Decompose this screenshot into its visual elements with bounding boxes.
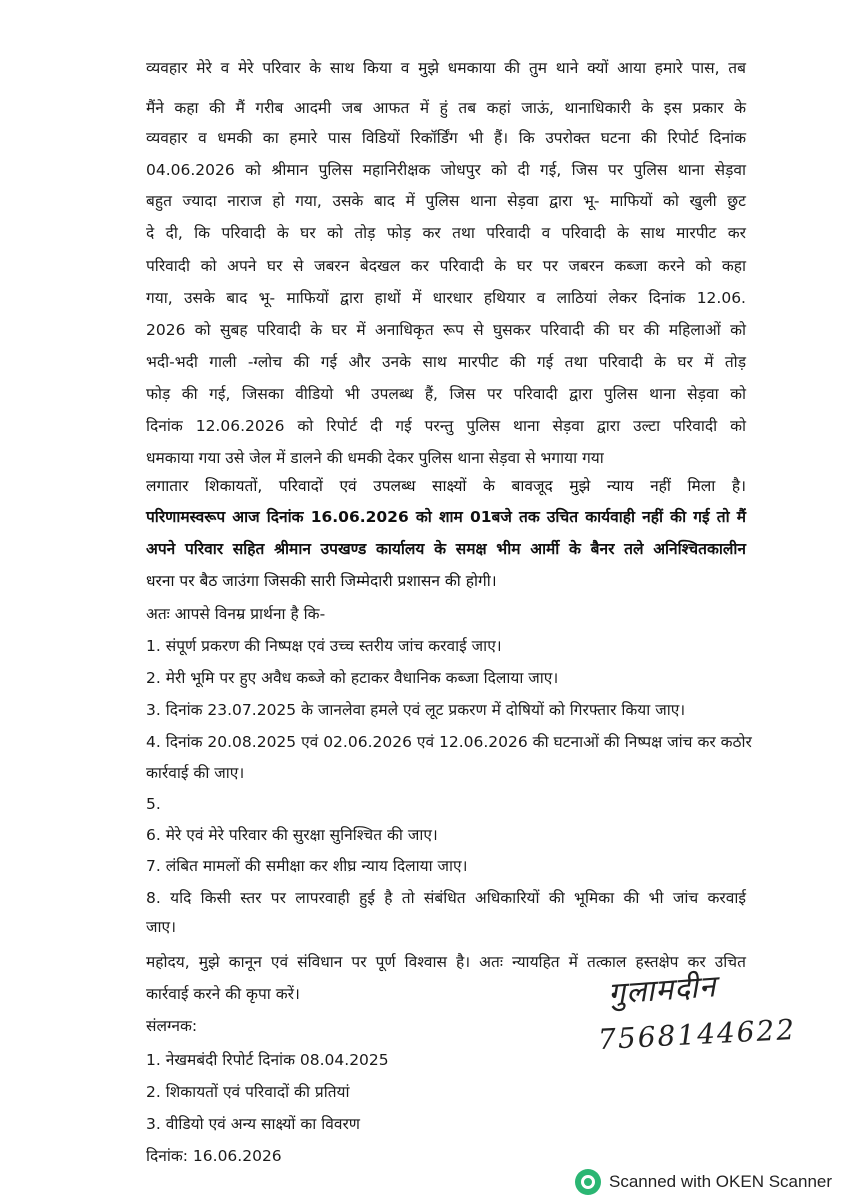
request-point: 4. दिनांक 20.08.2025 एवं 02.06.2026 एवं 12.06.2026 की घटनाओं की निष्पक्ष जांच कर कठोर <box>146 733 752 751</box>
request-point: 6. मेरे एवं मेरे परिवार की सुरक्षा सुनिश्चित की जाए। <box>146 826 438 844</box>
paragraph-line: भदी-भदी गाली -ग्लोच की गई और उनके साथ मारपीट की गई तथा परिवादी के घर में तोड़ <box>146 353 746 371</box>
attachment-item: 2. शिकायतों एवं परिवादों की प्रतियां <box>146 1083 350 1101</box>
request-point: 1. संपूर्ण प्रकरण की निष्पक्ष एवं उच्च स्तरीय जांच करवाई जाए। <box>146 637 502 655</box>
paragraph-line: दिनांक 12.06.2026 को रिपोर्ट दी गई परन्तु पुलिस थाना सेड़वा द्वारा उल्टा परिवादी को <box>146 417 746 435</box>
request-point: 5. <box>146 795 161 813</box>
request-point: 2. मेरी भूमि पर हुए अवैध कब्जे को हटाकर वैधानिक कब्जा दिलाया जाए। <box>146 669 559 687</box>
paragraph-line: 04.06.2026 को श्रीमान पुलिस महानिरीक्षक जोधपुर को दी गई, जिस पर पुलिस थाना सेड़वा <box>146 161 746 179</box>
request-point-continued: कार्रवाई की जाए। <box>146 764 245 782</box>
request-point-continued: जाए। <box>146 918 176 936</box>
closing-line: कार्रवाई करने की कृपा करें। <box>146 985 300 1003</box>
scanner-watermark <box>575 1168 832 1196</box>
paragraph-line: मैंने कहा की मैं गरीब आदमी जब आफत में हुं तब कहां जाऊं, थानाधिकारी के इस प्रकार के <box>146 99 746 117</box>
paragraph-line: बहुत ज्यादा नाराज हो गया, उसके बाद में पुलिस थाना सेड़वा द्वारा भू- माफियों को खुली छुट <box>146 192 746 210</box>
closing-line: महोदय, मुझे कानून एवं संविधान पर पूर्ण विश्वास है। अतः न्यायहित में तत्काल हस्तक्षेप कर उचित <box>146 953 746 971</box>
request-point: 8. यदि किसी स्तर पर लापरवाही हुई है तो संबंधित अधिकारियों की भूमिका की भी जांच करवाई <box>146 889 746 907</box>
warning-line-bold: परिणामस्वरूप आज दिनांक 16.06.2026 को शाम 01बजे तक उचित कार्यवाही नहीं की गई तो मैं <box>146 508 746 526</box>
paragraph-line: फोड़ की गई, जिसका वीडियो भी उपलब्ध हैं, जिस पर परिवादी द्वारा पुलिस थाना सेड़वा को <box>146 385 746 403</box>
paragraph-line: व्यवहार मेरे व मेरे परिवार के साथ किया व मुझे धमकाया की तुम थाने क्यों आया हमारे पास, तब <box>146 59 746 77</box>
handwritten-signature: गुलामदीन <box>607 969 718 1012</box>
attachments-heading: संलग्नक: <box>146 1017 198 1035</box>
handwritten-phone-number: 7568144622 <box>597 1012 797 1057</box>
complaint-statement: लगातार शिकायतों, परिवादों एवं उपलब्ध साक्ष्यों के बावजूद मुझे न्याय नहीं मिला है। <box>146 477 746 495</box>
request-intro: अतः आपसे विनम्र प्रार्थना है कि- <box>146 605 326 623</box>
dharna-line: धरना पर बैठ जाउंगा जिसकी सारी जिम्मेदारी प्रशासन की होगी। <box>146 572 497 590</box>
paragraph-line: गया, उसके बाद भू- माफियों द्वारा हाथों में धारधार हथियार व लाठियां लेकर दिनांक 12.06. <box>146 289 746 307</box>
paragraph-line: धमकाया गया उसे जेल में डालने की धमकी देकर पुलिस थाना सेड़वा से भगाया गया <box>146 449 604 467</box>
oken-scanner-logo-icon <box>575 1169 601 1195</box>
request-point: 7. लंबित मामलों की समीक्षा कर शीघ्र न्याय दिलाया जाए। <box>146 857 468 875</box>
paragraph-line: व्यवहार व धमकी का हमारे पास विडियों रिकॉर्डिंग भी हैं। कि उपरोक्त घटना की रिपोर्ट दिनांक <box>146 129 746 147</box>
paragraph-line: दे दी, कि परिवादी के घर को तोड़ फोड़ कर तथा परिवादी व परिवादी के साथ मारपीट कर <box>146 224 746 242</box>
request-point: 3. दिनांक 23.07.2025 के जानलेवा हमले एवं लूट प्रकरण में दोषियों को गिरफ्तार किया जाए। <box>146 701 686 719</box>
warning-line-bold: अपने परिवार सहित श्रीमान उपखण्ड कार्यालय के समक्ष भीम आर्मी के बैनर तले अनिश्चितकालीन <box>146 540 746 558</box>
paragraph-line: 2026 को सुबह परिवादी के घर में अनाधिकृत रूप से घुसकर परिवादी की घर की महिलाओं को <box>146 321 746 339</box>
paragraph-line: परिवादी को अपने घर से जबरन बेदखल कर परिवादी के घर पर जबरन कब्जा करने को कहा <box>146 257 746 275</box>
scanner-watermark-text: Scanned with OKEN Scanner <box>609 1172 833 1191</box>
attachment-item: 3. वीडियो एवं अन्य साक्ष्यों का विवरण <box>146 1115 360 1133</box>
attachment-item: 1. नेखमबंदी रिपोर्ट दिनांक 08.04.2025 <box>146 1051 389 1069</box>
letter-date: दिनांक: 16.06.2026 <box>146 1147 282 1165</box>
